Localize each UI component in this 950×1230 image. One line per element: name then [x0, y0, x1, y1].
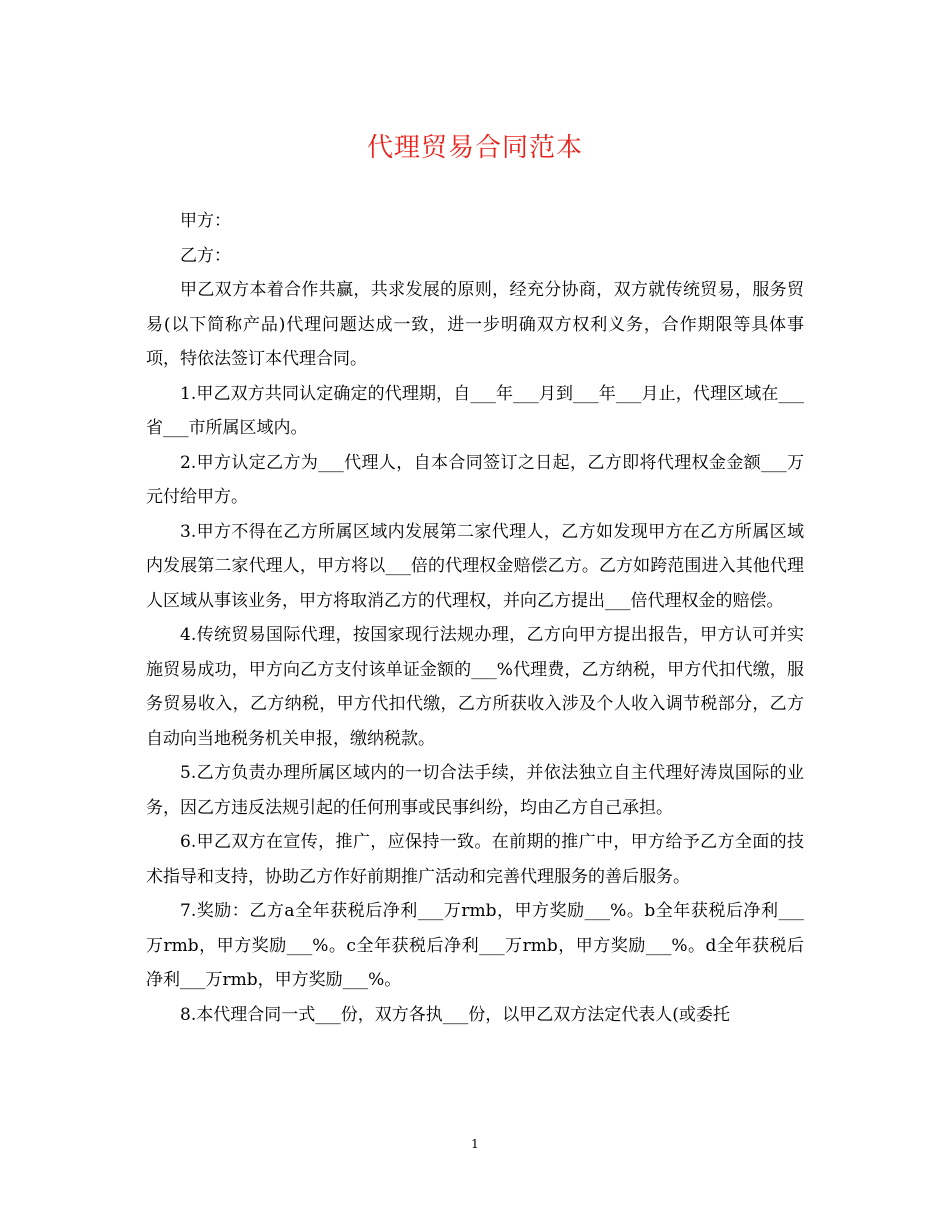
clause-5: 5.乙方负责办理所属区域内的一切合法手续，并依法独立自主代理好涛岚国际的业务，因乙方违反法规引起的任何刑事或民事纠纷，均由乙方自己承担。: [146, 763, 804, 818]
document-title: 代理贸易合同范本: [366, 133, 583, 163]
clause-6: 6.甲乙双方在宣传，推广，应保持一致。在前期的推广中，甲方给予乙方全面的技术指导和支持，协助乙方作好前期推广活动和完善代理服务的善后服务。: [146, 832, 804, 887]
clause-4: 4.传统贸易国际代理，按国家现行法规办理，乙方向甲方提出报告，甲方认可并实施贸易成功，甲方向乙方支付该单证金额的___%代理费，乙方纳税，甲方代扣代缴，服务贸易收入，乙方纳税，甲方代扣代缴，乙方所获收入涉及个人收入调节税部分，乙方自动向当地税务机关申报，缴纳税款。: [146, 625, 804, 749]
clause-7: 7.奖励：乙方a全年获税后净利___万rmb，甲方奖励___%。b全年获税后净利___万rmb，甲方奖励___%。c全年获税后净利___万rmb，甲方奖励___%。d全年获税后净利___万rmb，甲方奖励___%。: [146, 901, 804, 990]
party-b-line: 乙方：: [180, 245, 231, 266]
clause-2: 2.甲方认定乙方为___代理人，自本合同签订之日起，乙方即将代理权金金额___万元付给甲方。: [146, 452, 804, 507]
page-number: 1: [471, 1137, 479, 1151]
clause-8: 8.本代理合同一式___份，双方各执___份，以甲乙双方法定代表人(或委托: [180, 1004, 730, 1025]
intro-paragraph: 甲乙双方本着合作共赢，共求发展的原则，经充分协商，双方就传统贸易，服务贸易(以下简称产品)代理问题达成一致，进一步明确双方权利义务，合作期限等具体事项，特依法签订本代理合同。: [146, 280, 804, 369]
party-a-line: 甲方：: [180, 211, 231, 231]
document-body: [146, 204, 804, 1032]
clause-1: 1.甲乙双方共同认定确定的代理期，自___年___月到___年___月止，代理区域在___省___市所属区域内。: [146, 383, 804, 438]
clause-3: 3.甲方不得在乙方所属区域内发展第二家代理人，乙方如发现甲方在乙方所属区域内发展第二家代理人，甲方将以___倍的代理权金赔偿乙方。乙方如跨范围进入其他代理人区域从事该业务，甲方将取消乙方的代理权，并向乙方提出___倍代理权金的赔偿。: [146, 521, 804, 611]
